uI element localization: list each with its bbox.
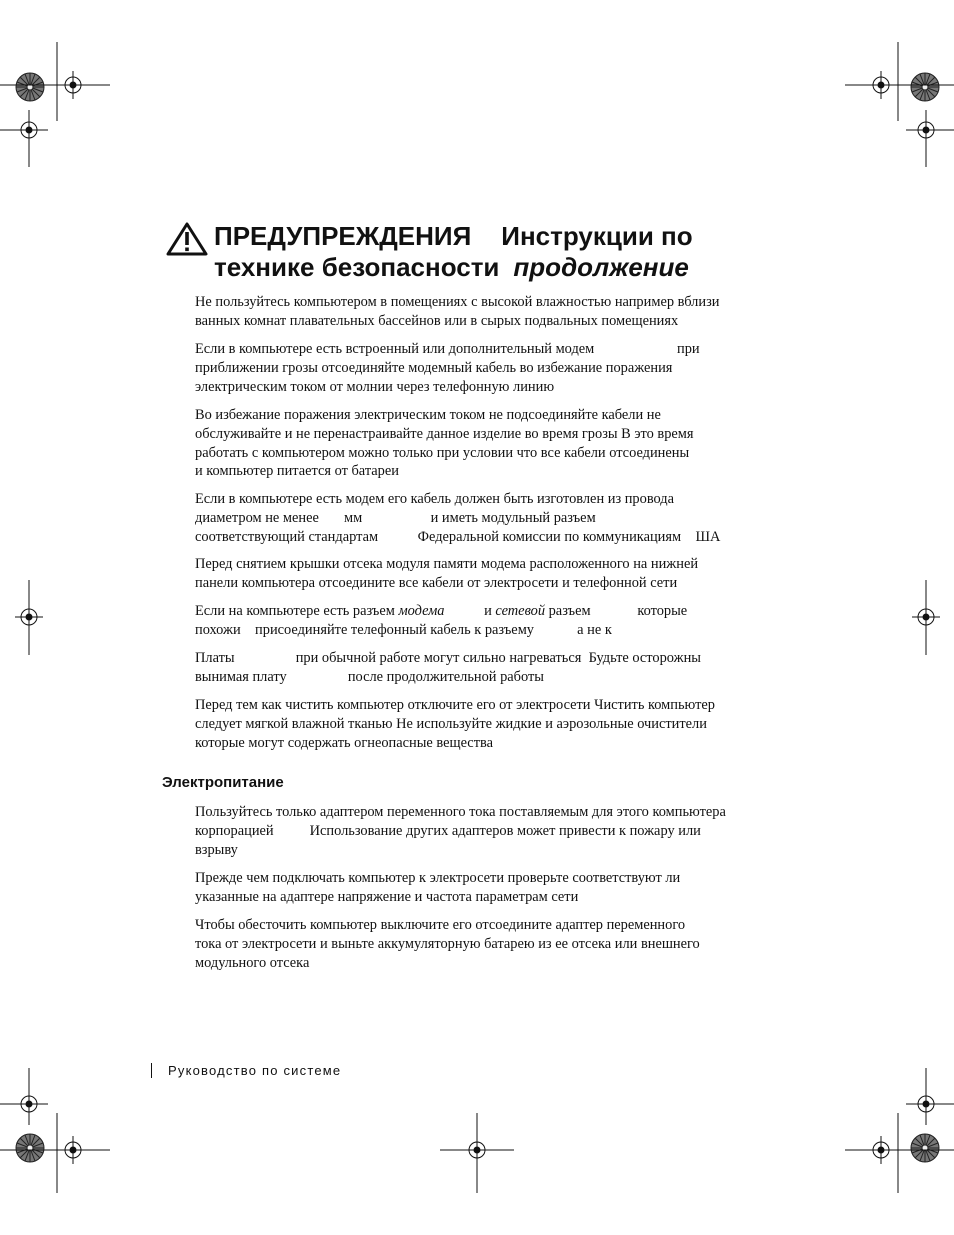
text-line: панели компьютера отсоедините все кабели от электросети и телефонной сети: [195, 574, 678, 591]
text-line: вынимая плату после продолжительной работы: [195, 668, 544, 685]
text-line: корпорацией Использование других адаптеров может привести к пожару или: [195, 822, 701, 839]
text-line: Не пользуйтесь компьютером в помещениях с высокой влажностью например вблизи: [195, 294, 720, 310]
paragraph-ac-adapter: [195, 803, 795, 859]
heading-instructions: Инструкции по: [501, 221, 693, 251]
heading-warnings: ПРЕДУПРЕЖДЕНИЯ: [214, 221, 472, 251]
text-line: Если в компьютере есть модем его кабель должен быть изготовлен из провода: [195, 491, 674, 507]
text-line: тока от электросети и выньте аккумуляторную батарею из ее отсека или внешнего: [195, 935, 700, 952]
text-fragment: и: [444, 603, 496, 619]
text-line: Прежде чем подключать компьютер к электросети проверьте соответствуют ли: [195, 870, 681, 886]
text-line: приближении грозы отсоединяйте модемный кабель во избежание поражения: [195, 359, 673, 376]
text-line: ванных комнат плавательных бассейнов или в сырых подвальных помещениях: [195, 312, 679, 329]
heading-line-1: [214, 222, 693, 251]
paragraph-electric-shock: [195, 406, 795, 481]
paragraph-memory-cover: [195, 555, 795, 593]
paragraph-humidity: [195, 293, 795, 331]
warning-icon: [166, 222, 208, 256]
footer-text: Руководство по системе: [168, 1063, 342, 1078]
modem-term: модема: [398, 603, 445, 619]
text-line: указанные на адаптере напряжение и частота параметрам сети: [195, 888, 579, 905]
heading-safety: технике безопасности: [214, 252, 500, 282]
text-line: Перед снятием крышки отсека модуля памяти модема расположенного на нижней: [195, 556, 699, 572]
paragraph-voltage-check: [195, 869, 795, 907]
text-line: взрыву: [195, 841, 238, 858]
network-term: сетевой: [495, 603, 546, 619]
text-line: Перед тем как чистить компьютер отключите его от электросети Чистить компьютер: [195, 697, 715, 713]
text-line: работать с компьютером можно только при условии что все кабели отсоединены: [195, 444, 690, 461]
text-line: Чтобы обесточить компьютер выключите его отсоедините адаптер переменного: [195, 917, 686, 933]
footer-divider: [151, 1063, 152, 1078]
text-line: и компьютер питается от батареи: [195, 463, 399, 480]
text-line: Пользуйтесь только адаптером переменного тока поставляемым для этого компьютера: [195, 804, 726, 820]
text-line: Платы при обычной работе могут сильно нагреваться Будьте осторожны: [195, 650, 701, 666]
heading-continued: продолжение: [513, 252, 689, 282]
text-line: модульного отсека: [195, 954, 310, 971]
text-line: обслуживайте и не перенастраивайте данное изделие во время грозы В это время: [195, 425, 694, 442]
paragraph-hot-cards: [195, 649, 795, 687]
text-line: соответствующий стандартам Федеральной комиссии по коммуникациям ША: [195, 528, 721, 545]
paragraph-power-off: [195, 916, 795, 972]
heading-line-2: [214, 253, 689, 282]
text-line: Если в компьютере есть встроенный или дополнительный модем при: [195, 341, 700, 357]
text-line: похожи присоединяйте телефонный кабель к разъему а не к: [195, 621, 612, 638]
text-line: которые могут содержать огнеопасные вещества: [195, 734, 493, 751]
text-line: следует мягкой влажной тканью Не используйте жидкие и аэрозольные очистители: [195, 715, 707, 732]
paragraph-modem-cable: [195, 490, 795, 546]
text-fragment: разъем которые: [545, 603, 688, 619]
section-title-power: Электропитание: [162, 774, 284, 791]
text-line: диаметром не менее мм и иметь модульный разъем: [195, 509, 596, 526]
text-line: электрическим током от молнии через телефонную линию: [195, 378, 555, 395]
text-line: [195, 602, 795, 621]
paragraph-modem-storm: [195, 340, 795, 396]
text-line: Во избежание поражения электрическим током не подсоединяйте кабели не: [195, 407, 661, 423]
text-fragment: Если на компьютере есть разъем: [195, 603, 399, 619]
paragraph-cleaning: [195, 696, 795, 752]
paragraph-connectors: [195, 602, 795, 640]
